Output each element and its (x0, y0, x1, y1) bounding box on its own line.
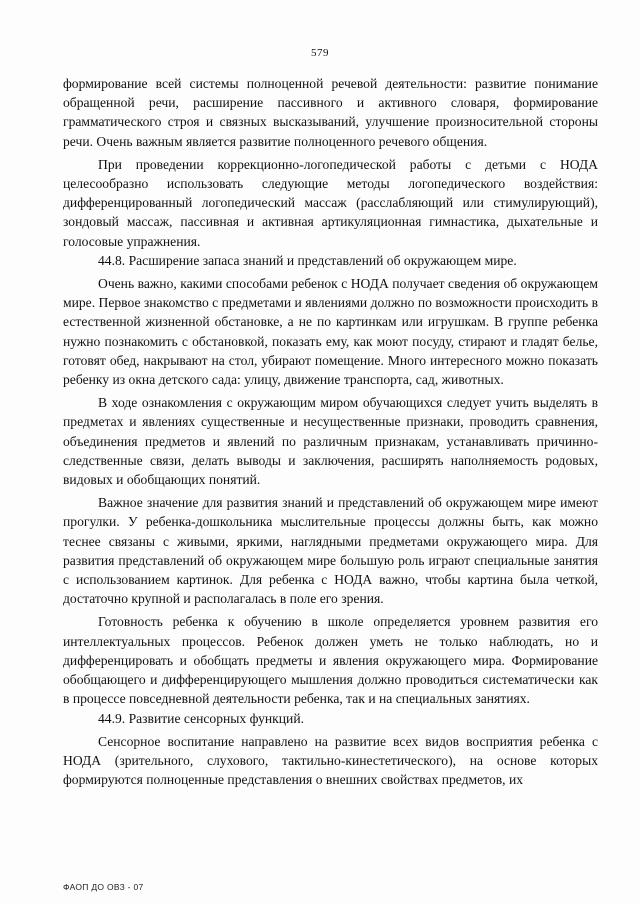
paragraph-acquaintance-world: В ходе ознакомления с окружающим миром обучающихся следует учить выделять в предметах и явлениях существенные и несущественные признаки, проводить сравнения, объединения предметов и явлений по различным признакам, устанавливать причинно-следственные связи, делать выводы и заключения, расширять наполняемость родовых, видовых и обобщающих понятий. (63, 395, 598, 488)
section-heading-44-8: 44.8. Расширение запаса знаний и представлений об окружающем мире. (98, 252, 517, 268)
footer-doc-code: ФАОП ДО ОВЗ - 07 (63, 882, 144, 892)
paragraph-sensory-education: Сенсорное воспитание направлено на развитие всех видов восприятия ребенка с НОДА (зрительного, слухового, тактильно-кинестетического), на основе которых формируются полноценные представления о внешних свойствах предметов, их (63, 733, 598, 788)
paragraph-school-readiness: Готовность ребенка к обучению в школе определяется уровнем развития его интеллектуальных процессов. Ребенок должен уметь не только наблюдать, но и дифференцировать и обобщать предметы и явления окружающего мира. Формирование обобщающего и дифференцирующего мышления должно проводиться систематически как в процессе повседневной деятельности ребенка, так и на специальных занятиях. (63, 614, 598, 707)
page-body (63, 74, 598, 789)
paragraph-world-knowledge: Очень важно, какими способами ребенок с НОДА получает сведения об окружающем мире. Первое знакомство с предметами и явлениями должно по возможности происходить в естественной жизненной обстановке, а не по картинкам или игрушкам. В группе ребенка нужно познакомить с обстановкой, показать ему, как моют посуду, стирают и гладят белье, готовят обед, накрывают на стол, убирают помещение. Много интересного можно показать ребенку из окна детского сада: улицу, движение транспорта, сад, животных. (63, 276, 598, 388)
section-heading-44-9: 44.9. Развитие сенсорных функций. (98, 710, 304, 726)
page-number: 579 (311, 47, 329, 59)
paragraph-speech-therapy-methods: При проведении коррекционно-логопедической работы с детьми с НОДА целесообразно использовать следующие методы логопедического воздействия: дифференцированный логопедический массаж (расслабляющий или стимулирующий), зондовый массаж, пассивная и активная артикуляционная гимнастика, дыхательные и голосовые упражнения. (63, 156, 598, 249)
paragraph-speech-development: формирование всей системы полноценной речевой деятельности: развитие понимание обращенной речи, расширение пассивного и активного словаря, формирование грамматического строя и связных высказываний, улучшение произносительной стороны речи. Очень важным является развитие полноценного речевого общения. (63, 76, 598, 149)
paragraph-walks: Важное значение для развития знаний и представлений об окружающем мире имеют прогулки. У ребенка-дошкольника мыслительные процессы должны быть, как можно теснее связаны с живыми, яркими, наглядными предметами окружающего мира. Для развития представлений об окружающем мире большую роль играют специальные занятия с использованием картинок. Для ребенка с НОДА важно, чтобы картина была четкой, достаточно крупной и располагалась в поле его зрения. (63, 495, 598, 607)
